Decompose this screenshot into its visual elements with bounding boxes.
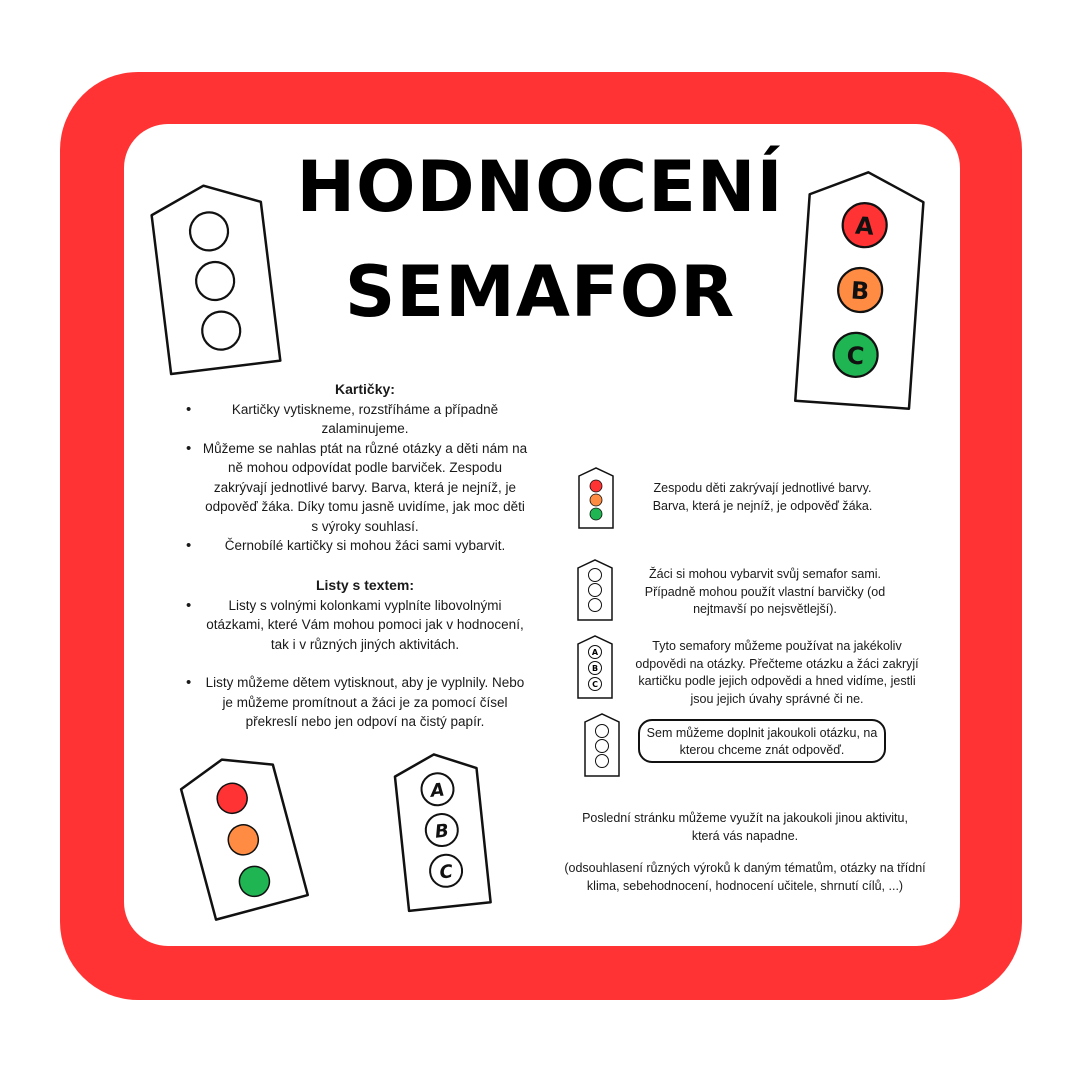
question-bubble: Sem můžeme doplnit jakoukoli otázku, na kterou chceme znát odpověď.	[638, 719, 886, 763]
item-lettered-text: Tyto semafory můžeme používat na jakékoliv odpovědi na otázky. Přečteme otázku a žáci zakryjí kartičku podle jejich odpovědi a hned vidíme, jestli jsou jejich úvahy správné či ne.	[635, 639, 919, 706]
cards-heading: Kartičky:	[335, 381, 395, 397]
cards-section	[200, 380, 530, 556]
sheets-heading: Listy s textem:	[315, 577, 415, 593]
cards-bullet-3: • Černobílé kartičky si mohou žáci sami vybarvit.	[200, 536, 530, 556]
small-blank-light-icon	[576, 558, 614, 622]
sheets-bullet-1: • Listy s volnými kolonkami vyplníte libovolnými otázkami, které Vám mohou pomoci jak v hodnocení, tak i v různých jiných aktivitách.	[200, 596, 530, 655]
sheets-section	[200, 576, 530, 732]
svg-text:B: B	[591, 664, 599, 673]
title-line-2: SEMAFOR	[344, 251, 736, 333]
footer-line-2: (odsouhlasení různých výroků k daným tématům, otázky na třídní klima, sebehodnocení, hodnocení učitele, shrnutí cílů, ...)	[564, 861, 926, 893]
svg-text:A: A	[429, 779, 446, 802]
abc-traffic-light-icon	[795, 170, 925, 415]
letter-b: B	[849, 276, 871, 306]
cards-bullet-2: • Můžeme se nahlas ptát na různé otázky a děti nám na ně mohou odpovídat podle barviček. Zespodu zakrývají jednotlivé barvy. Barva, která je nejníž, je odpověď žáka. Díky tomu jasně uvidíme, jak moc děti s výroky souhlasí.	[200, 439, 530, 537]
footer-line-1: Poslední stránku můžeme využít na jakoukoli jinou aktivitu, která vás napadne.	[582, 811, 908, 843]
title-line-1: HODNOCENÍ	[296, 146, 784, 228]
svg-text:C: C	[438, 861, 454, 884]
abc-outline-traffic-light-icon	[395, 752, 490, 912]
small-blank-light-icon-2	[583, 712, 621, 778]
blank-traffic-light-icon	[150, 183, 280, 378]
letter-c: C	[845, 341, 866, 371]
svg-text:B: B	[434, 820, 450, 843]
cards-bullet-1: • Kartičky vytiskneme, rozstříháme a případně zalaminujeme.	[200, 400, 530, 439]
item-colored-text: Zespodu děti zakrývají jednotlivé barvy. Barva, která je nejníž, je odpověď žáka.	[652, 481, 873, 513]
small-colored-light-icon	[577, 466, 615, 530]
letter-a: A	[854, 211, 875, 241]
small-abc-light-icon	[576, 634, 614, 700]
sheets-bullet-2: • Listy můžeme dětem vytisknout, aby je vyplnily. Nebo je můžeme promítnout a žáci je za pomocí čísel překreslí nebo jen odpoví na čistý papír.	[200, 673, 530, 732]
item-blank-text: Žáci si mohou vybarvit svůj semafor sami. Případně mohou použít vlastní barvičky (od nejtmavší po nejsvětlejší).	[644, 567, 886, 616]
colored-traffic-light-icon	[180, 755, 305, 915]
svg-text:A: A	[591, 648, 599, 657]
svg-text:C: C	[592, 680, 598, 689]
